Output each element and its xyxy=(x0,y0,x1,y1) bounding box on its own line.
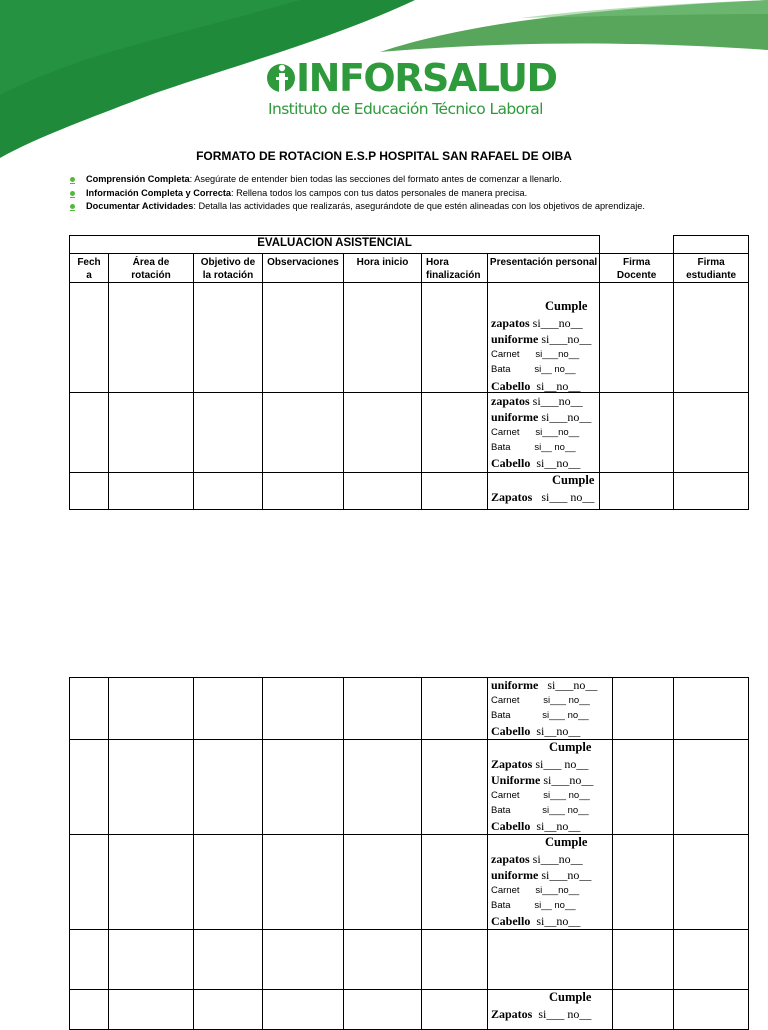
cell-area[interactable] xyxy=(109,678,194,740)
cell-hora-inicio[interactable] xyxy=(344,283,422,393)
page-title: FORMATO DE ROTACION E.S.P HOSPITAL SAN RAFAEL DE OIBA xyxy=(196,149,572,163)
cell-fecha[interactable] xyxy=(70,835,109,930)
cell-hora-fin[interactable] xyxy=(422,473,488,510)
list-item: Información Completa y Correcta: Rellena todos los campos con tus datos personales de manera precisa. xyxy=(68,187,645,201)
table-header-row xyxy=(70,254,749,283)
cell-presentacion: uniforme si___no__ Carnet si___ no__ Bata si___ no__ Cabello si__no__ xyxy=(488,678,613,740)
cell-area[interactable] xyxy=(109,740,194,835)
header-presentacion: Presentación personal xyxy=(488,254,600,283)
table-row xyxy=(70,473,749,510)
cell-firma-docente[interactable] xyxy=(600,393,674,473)
cell-hora-inicio[interactable] xyxy=(344,835,422,930)
cell-observaciones[interactable] xyxy=(263,740,344,835)
header-area: Área de rotación xyxy=(109,254,194,283)
cell-fecha[interactable] xyxy=(70,678,109,740)
table-row xyxy=(70,930,749,990)
cell-firma-estudiante[interactable] xyxy=(674,930,749,990)
cell-firma-estudiante[interactable] xyxy=(674,740,749,835)
cell-observaciones[interactable] xyxy=(263,930,344,990)
cell-fecha[interactable] xyxy=(70,740,109,835)
header-hora-fin: Hora finalización xyxy=(422,254,488,283)
cell-observaciones[interactable] xyxy=(263,393,344,473)
bullet-icon xyxy=(70,177,75,182)
cell-firma-estudiante[interactable] xyxy=(674,393,749,473)
table-row xyxy=(70,283,749,393)
cell-fecha[interactable] xyxy=(70,283,109,393)
cell-presentacion: Cumple zapatos si___no__ uniforme si___no__ Carnet si___no__ Bata si__ no__ Cabello si__no__ xyxy=(488,835,613,930)
cell-firma-estudiante[interactable] xyxy=(674,473,749,510)
bullet-icon xyxy=(70,191,75,196)
cell-firma-docente[interactable] xyxy=(613,930,674,990)
cell-objetivo[interactable] xyxy=(194,678,263,740)
cell-objetivo[interactable] xyxy=(194,393,263,473)
cell-hora-inicio[interactable] xyxy=(344,740,422,835)
list-item: Comprensión Completa: Asegúrate de entender bien todas las secciones del formato antes de comenzar a llenarlo. xyxy=(68,173,645,187)
header-fecha: Fech a xyxy=(70,254,109,283)
logo-person-icon xyxy=(266,57,296,99)
cell-presentacion: Cumple Zapatos si___ no__ Uniforme si___no__ Carnet si___ no__ Bata si___ no__ Cabello si__no__ xyxy=(488,740,613,835)
cell-presentacion[interactable] xyxy=(488,930,613,990)
header-observaciones: Observaciones xyxy=(263,254,344,283)
cell-hora-fin[interactable] xyxy=(422,930,488,990)
cell-area[interactable] xyxy=(109,473,194,510)
cell-area[interactable] xyxy=(109,835,194,930)
cell-firma-estudiante[interactable] xyxy=(674,678,749,740)
header-firma-estudiante: Firma estudiante xyxy=(674,254,749,283)
cell-hora-fin[interactable] xyxy=(422,835,488,930)
evaluation-table xyxy=(69,235,749,510)
header-hora-inicio: Hora inicio xyxy=(344,254,422,283)
cell-firma-docente[interactable] xyxy=(600,473,674,510)
cell-fecha[interactable] xyxy=(70,473,109,510)
cell-firma-docente[interactable] xyxy=(613,835,674,930)
instructions-list xyxy=(68,173,645,214)
cell-area[interactable] xyxy=(109,930,194,990)
brand-name: INFORSALUD xyxy=(296,56,557,100)
cell-observaciones[interactable] xyxy=(263,473,344,510)
cell-objetivo[interactable] xyxy=(194,283,263,393)
cell-objetivo[interactable] xyxy=(194,473,263,510)
table-caption-row xyxy=(70,236,749,254)
cell-hora-fin[interactable] xyxy=(422,740,488,835)
table-caption: EVALUACION ASISTENCIAL xyxy=(70,236,600,254)
cell-objetivo[interactable] xyxy=(194,930,263,990)
cell-objetivo[interactable] xyxy=(194,740,263,835)
header-objetivo: Objetivo de la rotación xyxy=(194,254,263,283)
cell-observaciones[interactable] xyxy=(263,835,344,930)
bullet-icon xyxy=(70,204,75,209)
table-row xyxy=(70,835,749,930)
table-row xyxy=(70,678,749,740)
cell-hora-inicio[interactable] xyxy=(344,393,422,473)
cell-objetivo[interactable] xyxy=(194,835,263,930)
cell-firma-estudiante[interactable] xyxy=(674,283,749,393)
cell-firma-estudiante[interactable] xyxy=(674,835,749,930)
cell-firma-docente[interactable] xyxy=(600,283,674,393)
table-row xyxy=(70,393,749,473)
cell-presentacion: Cumple Zapatos si___ no__ xyxy=(488,473,600,510)
evaluation-table-continued xyxy=(69,677,749,1030)
cell-area[interactable] xyxy=(109,283,194,393)
cell-hora-inicio[interactable] xyxy=(344,930,422,990)
cell-presentacion: zapatos si___no__ uniforme si___no__ Carnet si___no__ Bata si__ no__ Cabello si__no__ xyxy=(488,393,600,473)
cell-hora-inicio[interactable] xyxy=(344,473,422,510)
cell-fecha[interactable] xyxy=(70,393,109,473)
cell-area[interactable] xyxy=(109,393,194,473)
cell-observaciones[interactable] xyxy=(263,283,344,393)
cell-hora-fin[interactable] xyxy=(422,678,488,740)
cell-observaciones[interactable] xyxy=(263,678,344,740)
cell-hora-fin[interactable] xyxy=(422,393,488,473)
header-firma-docente: Firma Docente xyxy=(600,254,674,283)
brand-logo xyxy=(266,56,557,126)
cell-fecha[interactable] xyxy=(70,930,109,990)
cell-firma-docente[interactable] xyxy=(613,678,674,740)
cell-firma-docente[interactable] xyxy=(613,740,674,835)
cell-presentacion: Cumple zapatos si___no__ uniforme si___no__ Carnet si___no__ Bata si__ no__ Cabello si__no__ xyxy=(488,283,600,393)
list-item: Documentar Actividades: Detalla las actividades que realizarás, asegurándote de que estén alineadas con los objetivos de aprendizaje. xyxy=(68,200,645,214)
cell-hora-fin[interactable] xyxy=(422,283,488,393)
cell-hora-inicio[interactable] xyxy=(344,678,422,740)
brand-subtitle: Instituto de Educación Técnico Laboral xyxy=(268,100,543,118)
table-row xyxy=(70,740,749,835)
cell-presentacion: Cumple Zapatos si___ no__ xyxy=(488,990,613,1030)
